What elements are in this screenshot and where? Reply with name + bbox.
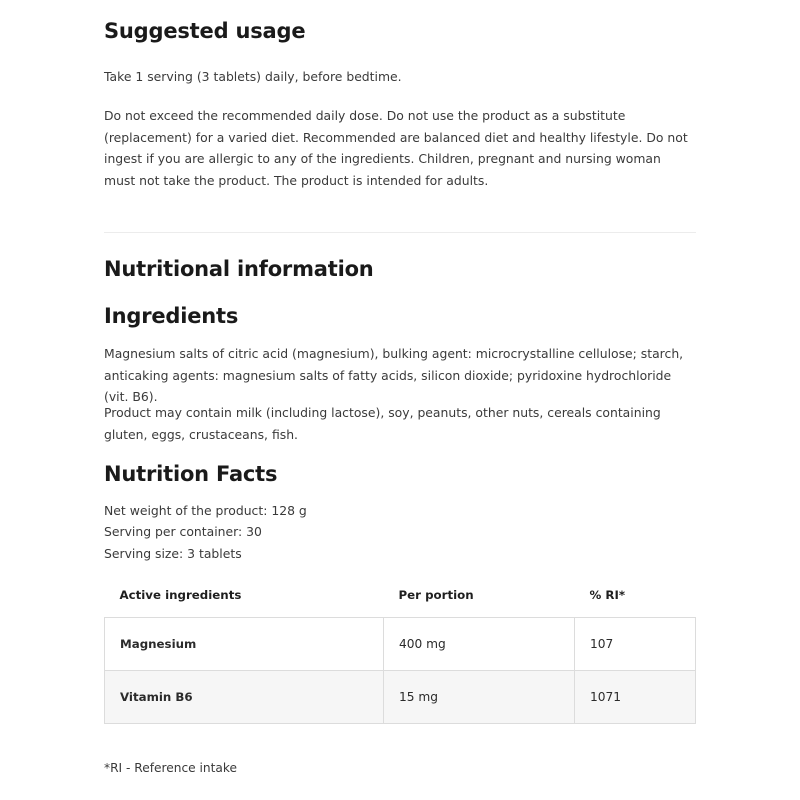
suggested-usage-heading: Suggested usage <box>104 19 306 43</box>
nutritional-information-heading: Nutritional information <box>104 257 374 281</box>
ingredients-text: Magnesium salts of citric acid (magnesium), bulking agent: microcrystalline cellulose; starch, anticaking agents: magnesium salts of fatty acids, silicon dioxide; pyridoxine hydrochloride (vit. B6). <box>104 346 684 404</box>
table-cell-ingredient: Vitamin B6 <box>105 671 384 724</box>
column-header-per-portion: Per portion <box>398 587 474 602</box>
net-weight: Net weight of the product: 128 g <box>104 503 307 518</box>
table-cell-portion: 15 mg <box>384 671 575 724</box>
column-header-active-ingredients: Active ingredients <box>119 587 242 602</box>
table-cell-ri: 1071 <box>575 671 696 724</box>
ingredients-heading: Ingredients <box>104 304 239 328</box>
table-header-row <box>105 572 696 618</box>
nutrition-table <box>104 572 696 724</box>
ri-footnote: *RI - Reference intake <box>104 761 238 775</box>
table-cell-ingredient: Magnesium <box>105 618 384 671</box>
column-header-ri: % RI* <box>589 587 626 602</box>
section-divider <box>104 232 696 233</box>
table-row <box>105 671 696 724</box>
servings-per-container: Serving per container: 30 <box>104 524 262 539</box>
table-cell-ri: 107 <box>575 618 696 671</box>
table-row <box>105 618 696 671</box>
allergens-text: Product may contain milk (including lactose), soy, peanuts, other nuts, cereals containing gluten, eggs, crustaceans, fish. <box>104 405 661 442</box>
usage-warning: Do not exceed the recommended daily dose. Do not use the product as a substitute (replacement) for a varied diet. Recommended are balanced diet and healthy lifestyle. Do not ingest if you are allergic to any of the ingredients. Children, pregnant and nursing woman must not take the product. The product is intended for adults. <box>104 108 688 188</box>
usage-instruction: Take 1 serving (3 tablets) daily, before bedtime. <box>104 69 402 84</box>
table-cell-portion: 400 mg <box>384 618 575 671</box>
nutrition-facts-heading: Nutrition Facts <box>104 462 278 486</box>
serving-size: Serving size: 3 tablets <box>104 546 242 561</box>
